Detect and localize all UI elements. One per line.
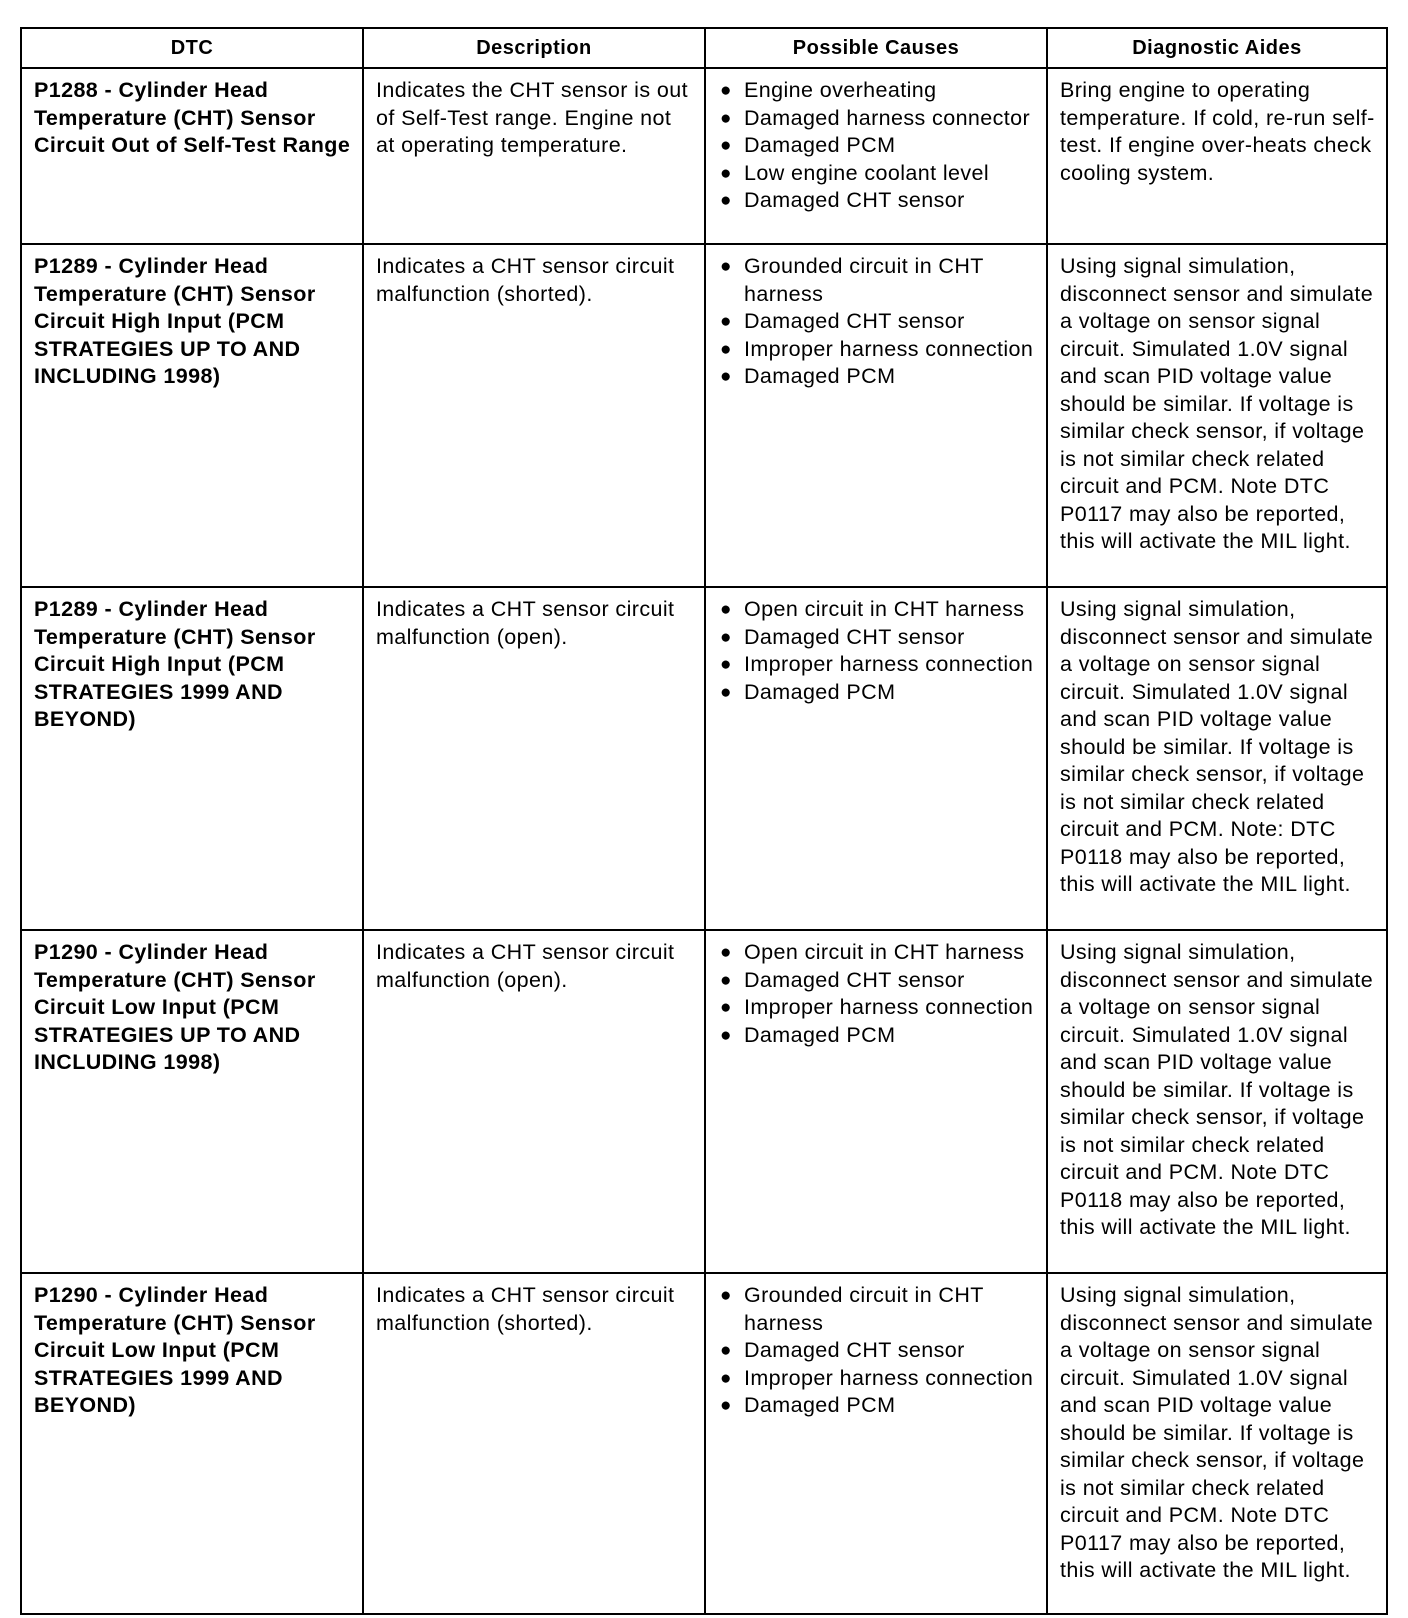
- cause-item: ● Damaged PCM: [718, 1022, 1036, 1050]
- header-possible-causes: Possible Causes: [705, 28, 1047, 68]
- dtc-cell: P1289 - Cylinder Head Temperature (CHT) Sensor Circuit High Input (PCM STRATEGIES 1999 AND BEYOND): [21, 587, 363, 930]
- cause-item: ● Damaged CHT sensor: [718, 967, 1036, 995]
- diagnostic-aides-cell: Bring engine to operating temperature. If cold, re-run self-test. If engine over-heats check cooling system.: [1047, 68, 1387, 244]
- cause-item: ● Open circuit in CHT harness: [718, 939, 1036, 967]
- cause-item: ● Damaged PCM: [718, 679, 1036, 707]
- dtc-cell: P1289 - Cylinder Head Temperature (CHT) Sensor Circuit High Input (PCM STRATEGIES UP TO AND INCLUDING 1998): [21, 244, 363, 587]
- description-cell: Indicates the CHT sensor is out of Self-Test range. Engine not at operating temperature.: [363, 68, 705, 244]
- cause-item: ● Damaged PCM: [718, 1392, 1036, 1420]
- cause-item: ● Open circuit in CHT harness: [718, 596, 1036, 624]
- cause-item: ● Damaged harness connector: [718, 105, 1036, 133]
- causes-list: [718, 253, 1036, 391]
- causes-cell: [705, 930, 1047, 1273]
- causes-cell: [705, 244, 1047, 587]
- causes-cell: [705, 587, 1047, 930]
- cause-item: ● Grounded circuit in CHT harness: [718, 253, 1036, 308]
- table-row: [21, 587, 1387, 930]
- table-row: [21, 244, 1387, 587]
- cause-item: ● Damaged CHT sensor: [718, 1337, 1036, 1365]
- dtc-cell: P1290 - Cylinder Head Temperature (CHT) Sensor Circuit Low Input (PCM STRATEGIES 1999 AND BEYOND): [21, 1273, 363, 1614]
- causes-cell: [705, 1273, 1047, 1614]
- cause-item: ● Damaged CHT sensor: [718, 187, 1036, 215]
- causes-list: [718, 596, 1036, 706]
- cause-item: ● Improper harness connection: [718, 994, 1036, 1022]
- diagnostic-aides-cell: Using signal simulation, disconnect sensor and simulate a voltage on sensor signal circuit. Simulated 1.0V signal and scan PID voltage value should be similar. If voltage is similar check sensor, if voltage is not similar check related circuit and PCM. Note DTC P0118 may also be reported, this will activate the MIL light.: [1047, 930, 1387, 1273]
- description-cell: Indicates a CHT sensor circuit malfunction (shorted).: [363, 1273, 705, 1614]
- cause-item: ● Grounded circuit in CHT harness: [718, 1282, 1036, 1337]
- causes-list: [718, 1282, 1036, 1420]
- causes-list: [718, 77, 1036, 215]
- diagnostic-aides-cell: Using signal simulation, disconnect sensor and simulate a voltage on sensor signal circuit. Simulated 1.0V signal and scan PID voltage value should be similar. If voltage is similar check sensor, if voltage is not similar check related circuit and PCM. Note: DTC P0118 may also be reported, this will activate the MIL light.: [1047, 587, 1387, 930]
- table-header: [21, 28, 1387, 68]
- table-body: [21, 68, 1387, 1614]
- cause-item: ● Improper harness connection: [718, 1365, 1036, 1393]
- table-row: [21, 1273, 1387, 1614]
- dtc-cell: P1288 - Cylinder Head Temperature (CHT) Sensor Circuit Out of Self-Test Range: [21, 68, 363, 244]
- cause-item: ● Improper harness connection: [718, 336, 1036, 364]
- header-row: [21, 28, 1387, 68]
- header-dtc: DTC: [21, 28, 363, 68]
- diagnostic-aides-cell: Using signal simulation, disconnect sensor and simulate a voltage on sensor signal circuit. Simulated 1.0V signal and scan PID voltage value should be similar. If voltage is similar check sensor, if voltage is not similar check related circuit and PCM. Note DTC P0117 may also be reported, this will activate the MIL light.: [1047, 244, 1387, 587]
- cause-item: ● Low engine coolant level: [718, 160, 1036, 188]
- description-cell: Indicates a CHT sensor circuit malfunction (open).: [363, 930, 705, 1273]
- table-row: [21, 930, 1387, 1273]
- description-cell: Indicates a CHT sensor circuit malfunction (shorted).: [363, 244, 705, 587]
- cause-item: ● Damaged CHT sensor: [718, 308, 1036, 336]
- causes-list: [718, 939, 1036, 1049]
- cause-item: ● Damaged CHT sensor: [718, 624, 1036, 652]
- header-description: Description: [363, 28, 705, 68]
- description-cell: Indicates a CHT sensor circuit malfunction (open).: [363, 587, 705, 930]
- cause-item: ● Improper harness connection: [718, 651, 1036, 679]
- table-row: [21, 68, 1387, 244]
- dtc-table: [20, 27, 1388, 1615]
- cause-item: ● Engine overheating: [718, 77, 1036, 105]
- dtc-cell: P1290 - Cylinder Head Temperature (CHT) Sensor Circuit Low Input (PCM STRATEGIES UP TO AND INCLUDING 1998): [21, 930, 363, 1273]
- header-diagnostic-aides: Diagnostic Aides: [1047, 28, 1387, 68]
- cause-item: ● Damaged PCM: [718, 132, 1036, 160]
- cause-item: ● Damaged PCM: [718, 363, 1036, 391]
- diagnostic-aides-cell: Using signal simulation, disconnect sensor and simulate a voltage on sensor signal circuit. Simulated 1.0V signal and scan PID voltage value should be similar. If voltage is similar check sensor, if voltage is not similar check related circuit and PCM. Note DTC P0117 may also be reported, this will activate the MIL light.: [1047, 1273, 1387, 1614]
- causes-cell: [705, 68, 1047, 244]
